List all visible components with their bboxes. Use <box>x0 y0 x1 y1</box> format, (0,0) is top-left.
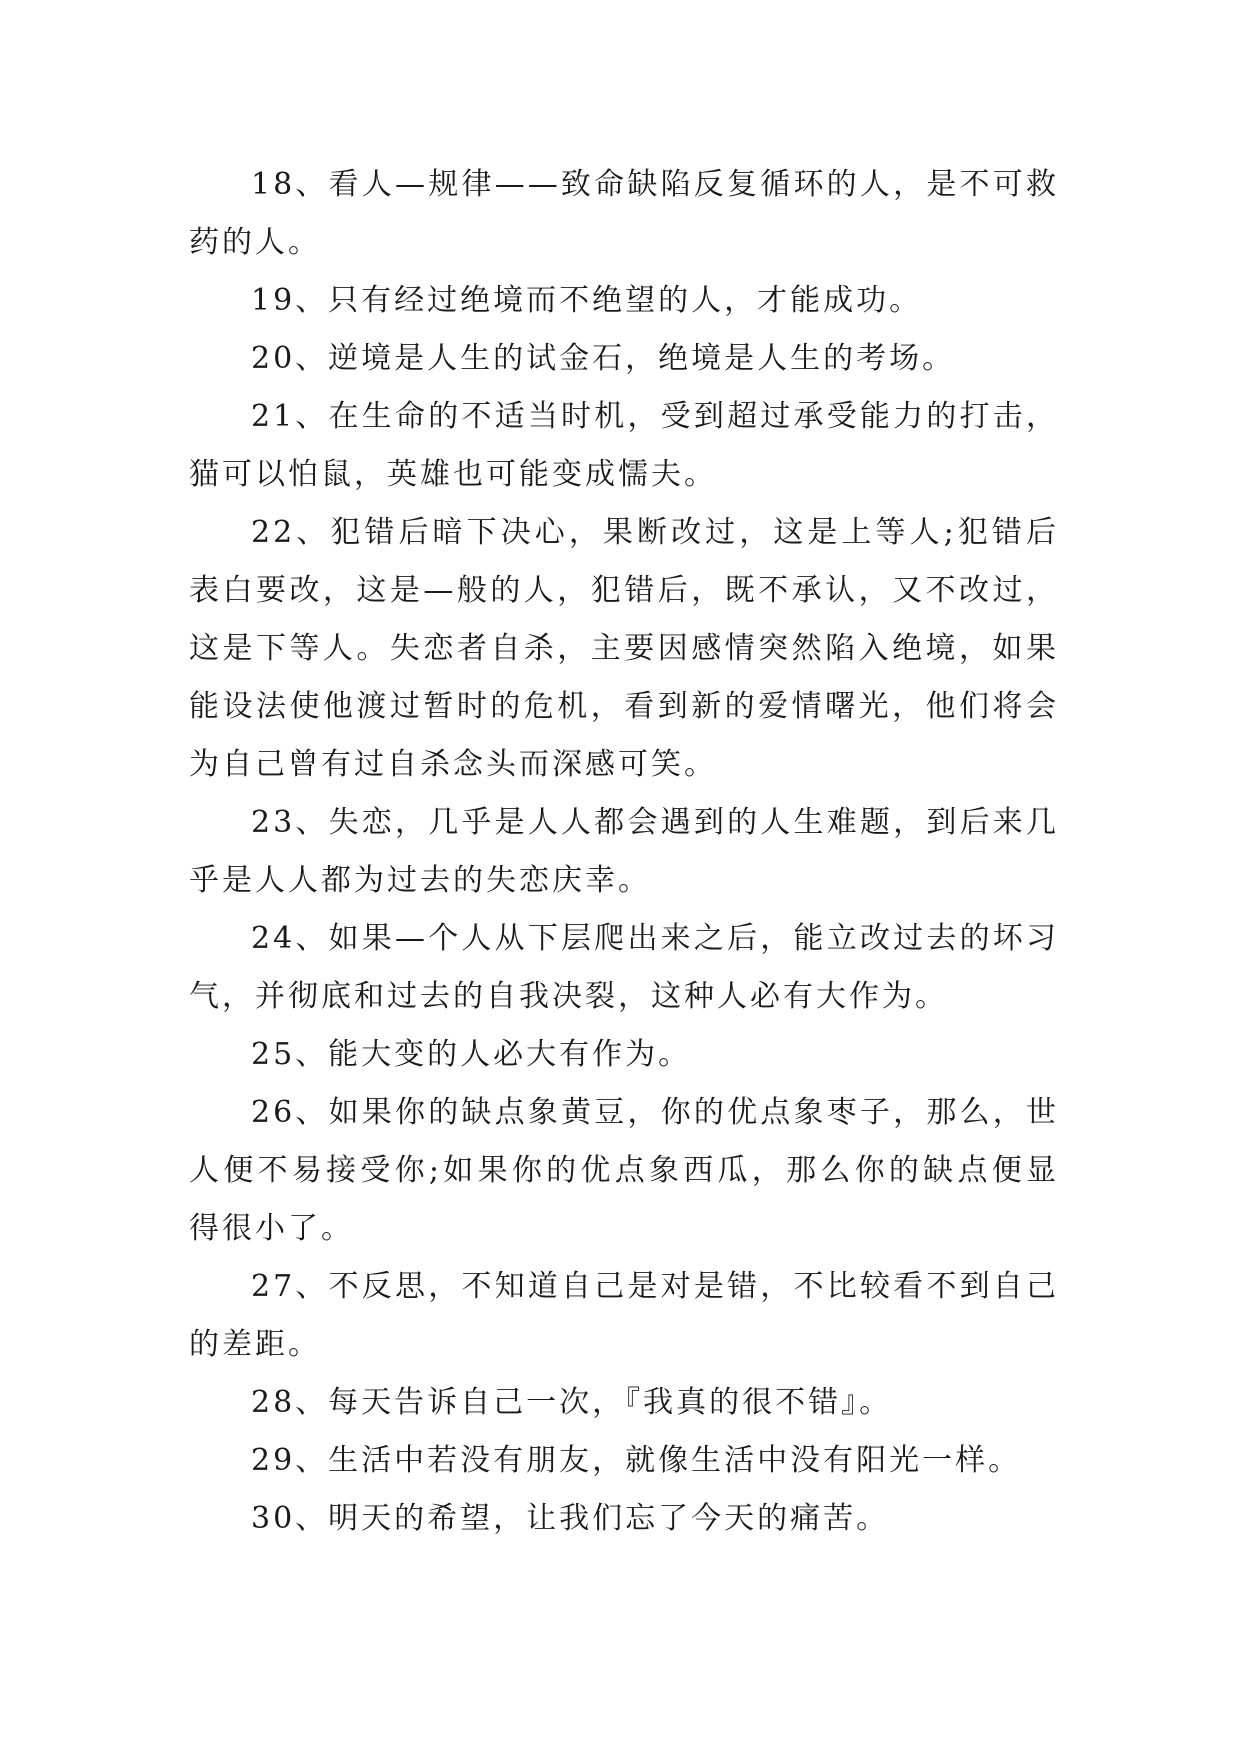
document-body <box>189 156 1059 1548</box>
paragraph-27: 27、不反思，不知道自己是对是错，不比较看不到自己的差距。 <box>189 1269 1059 1362</box>
paragraph-26: 26、如果你的缺点象黄豆，你的优点象枣子，那么，世人便不易接受你;如果你的优点象西瓜，那么你的缺点便显得很小了。 <box>189 1095 1059 1246</box>
paragraph-19: 19、只有经过绝境而不绝望的人，才能成功。 <box>251 283 923 318</box>
paragraph-21: 21、在生命的不适当时机，受到超过承受能力的打击，猫可以怕鼠，英雄也可能变成懦夫。 <box>189 399 1059 492</box>
paragraph-20: 20、逆境是人生的试金石，绝境是人生的考场。 <box>251 341 956 376</box>
paragraph-24: 24、如果—个人从下层爬出来之后，能立改过去的坏习气，并彻底和过去的自我决裂，这种人必有大作为。 <box>189 921 1059 1014</box>
paragraph-25: 25、能大变的人必大有作为。 <box>251 1037 692 1072</box>
paragraph-22: 22、犯错后暗下决心，果断改过，这是上等人;犯错后表白要改，这是—般的人，犯错后，既不承认，又不改过，这是下等人。失恋者自杀，主要因感情突然陷入绝境，如果能设法使他渡过暂时的危机，看到新的爱情曙光，他们将会为自己曾有过自杀念头而深感可笑。 <box>189 515 1059 782</box>
paragraph-30: 30、明天的希望，让我们忘了今天的痛苦。 <box>251 1501 890 1536</box>
paragraph-28: 28、每天告诉自己一次，『我真的很不错』。 <box>251 1385 893 1420</box>
paragraph-23: 23、失恋，几乎是人人都会遇到的人生难题，到后来几乎是人人都为过去的失恋庆幸。 <box>189 805 1059 898</box>
paragraph-18: 18、看人—规律——致命缺陷反复循环的人，是不可救药的人。 <box>189 167 1059 260</box>
paragraph-29: 29、生活中若没有朋友，就像生活中没有阳光一样。 <box>251 1443 1022 1478</box>
